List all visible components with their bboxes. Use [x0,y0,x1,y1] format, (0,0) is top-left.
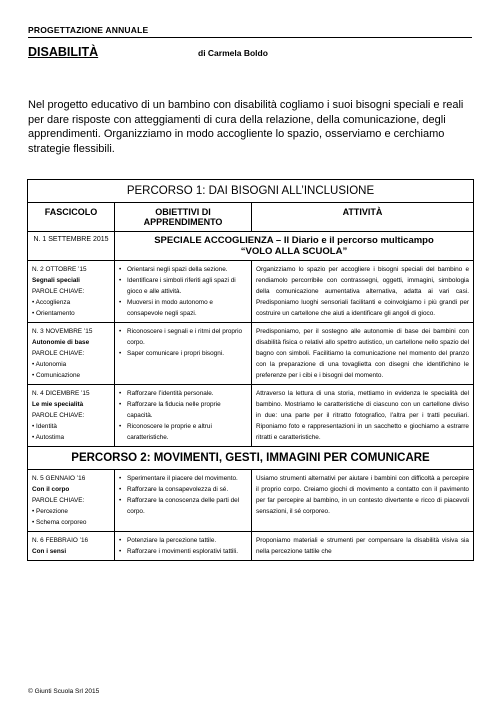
accoglienza-cell [115,232,474,261]
keyword-item: • Identità [32,423,57,430]
fascicolo-topic: Autonomie di base [32,339,90,346]
program-table [27,179,474,561]
keywords-label: PAROLE CHIAVE: [32,350,85,357]
col-header-fascicolo: FASCICOLO [28,203,115,232]
fascicolo-number: N. 5 GENNAIO ’16 [32,475,86,482]
activity-cell: Usiamo strumenti alternativi per aiutare i bambini con difficoltà a percepire il proprio corpo. Creiamo giochi di movimento a contatto con il pavimento per far percepire al bambino, in un contesto divertente e ricco di piacevoli sensazioni, il sé corporeo. [252,470,474,532]
keyword-item: • Percezione [32,508,68,515]
keyword-item: • Accoglienza [32,299,71,306]
keyword-item: • Comunicazione [32,372,81,379]
objective-item: • Sperimentare il piacere del movimento. [119,473,247,484]
objective-item: • Identificare i simboli riferiti agli spazi di gioco e alle attività. [119,275,247,297]
objective-item: • Saper comunicare i propri bisogni. [119,348,247,359]
objective-item: • Rafforzare la consapevolezza di sé. [119,484,247,495]
table-row [28,532,474,561]
objective-item: • Rafforzare la fiducia nelle proprie capacità. [119,399,247,421]
fascicolo-cell [28,532,115,561]
table-row [28,261,474,323]
objective-item: • Riconoscere i segnali e i ritmi del proprio corpo. [119,326,247,348]
percorso-1-title: PERCORSO 1: DAI BISOGNI ALL’INCLUSIONE [28,180,474,203]
keyword-item: • Schema corporeo [32,519,87,526]
fascicolo-cell [28,261,115,323]
fascicolo-topic: Con i sensi [32,548,67,555]
table-row [28,385,474,447]
fascicolo-topic: Le mie specialità [32,401,84,408]
keywords-label: PAROLE CHIAVE: [32,497,85,504]
column-header-row [28,203,474,232]
col-header-attivita: ATTIVITÀ [252,203,474,232]
percorso-1-title-row [28,180,474,203]
series-label: PROGETTAZIONE ANNUALE [28,25,149,35]
document-header [28,25,472,59]
keyword-item: • Orientamento [32,310,75,317]
fascicolo-cell [28,385,115,447]
objective-item: • Rafforzare l’identità personale. [119,388,247,399]
objective-item: • Orientarsi negli spazi della sezione. [119,264,247,275]
fascicolo-cell [28,323,115,385]
keyword-item: • Autonomia [32,361,67,368]
fascicolo-number: N. 4 DICEMBRE ’15 [32,390,90,397]
fascicolo-topic: Con il corpo [32,486,70,493]
activity-cell: Attraverso la lettura di una storia, mettiamo in evidenza le specialità del bambino. Mostriamo le caratteristiche di ciascuno con un cartellone diviso in due: una parte per il ritratto fotografico, l’altra per i tratti peculiari. Riponiamo foto e rappresentazioni in un sacchetto e giochiamo a estrarre ritratti e caratteristiche. [252,385,474,447]
copyright-footer: © Giunti Scuola Srl 2015 [28,688,100,695]
table-row [28,470,474,532]
fascicolo-cell [28,470,115,532]
objectives-cell [115,385,252,447]
objective-item: • Riconoscere le proprie e altrui caratteristiche. [119,421,247,443]
intro-paragraph: Nel progetto educativo di un bambino con disabilità cogliamo i suoi bisogni speciali e reali per dare risposte con atteggiamenti di cura della relazione, della comunicazione, degli apprendimenti. Organizziamo in modo accogliente lo spazio, osserviamo e cerchiamo strategie flessibili. [28,99,464,155]
table-row [28,323,474,385]
activity-cell: Predisponiamo, per il sostegno alle autonomie di base dei bambini con disabilità fisica o relativi allo spettro autistico, un cartellone nello spazio del bagno con simboli. Facilitiamo la comunicazione nel momento del pranzo con la preparazione di una tovaglietta con disegni che identifichino le preferenze per i cibi e i bisogni del momento. [252,323,474,385]
fascicolo-cell: N. 1 SETTEMBRE 2015 [28,232,115,261]
accoglienza-line-1: SPECIALE ACCOGLIENZA – Il Diario e il percorso multicampo [154,235,434,246]
title-row [28,45,472,59]
fascicolo-topic: Segnali speciali [32,277,80,284]
activity-cell: Proponiamo materiali e strumenti per compensare la disabilità visiva sia nella percezione tattile che [252,532,474,561]
objectives-cell [115,261,252,323]
keywords-label: PAROLE CHIAVE: [32,288,85,295]
keyword-item: • Autostima [32,434,65,441]
author-line: di Carmela Boldo [198,48,268,58]
table-row [28,232,474,261]
fascicolo-number: N. 3 NOVEMBRE ’15 [32,328,93,335]
objective-item: • Potenziare la percezione tattile. [119,535,247,546]
activity-cell: Organizziamo lo spazio per accogliere i bisogni speciali del bambino e rendiamolo percorribile con contrassegni, oggetti, immagini, simbologia della comunicazione aumentativa alternativa, adatta ai vari casi. Predisponiamo luoghi sensoriali facilitanti e coinvolgiamo i più grandi per costruire un cartellone che aiuti a identificare gli angoli di gioco. [252,261,474,323]
objectives-cell [115,532,252,561]
objective-item: • Rafforzare i movimenti esplorativi tattili. [119,546,247,557]
col-header-obiettivi: OBIETTIVI DI APPRENDIMENTO [115,203,252,232]
objectives-cell [115,323,252,385]
percorso-2-title-row [28,447,474,470]
fascicolo-number: N. 2 OTTOBRE ’15 [32,266,87,273]
objective-item: • Rafforzare la conoscenza delle parti del corpo. [119,495,247,517]
keywords-label: PAROLE CHIAVE: [32,412,85,419]
percorso-2-title: PERCORSO 2: MOVIMENTI, GESTI, IMMAGINI PER COMUNICARE [28,447,474,470]
fascicolo-number: N. 6 FEBBRAIO ’16 [32,537,89,544]
header-rule [28,37,472,38]
accoglienza-line-2: “VOLO ALLA SCUOLA” [240,246,348,257]
objective-item: • Muoversi in modo autonomo e consapevole negli spazi. [119,297,247,319]
objectives-cell [115,470,252,532]
document-title: DISABILITÀ [28,45,99,59]
